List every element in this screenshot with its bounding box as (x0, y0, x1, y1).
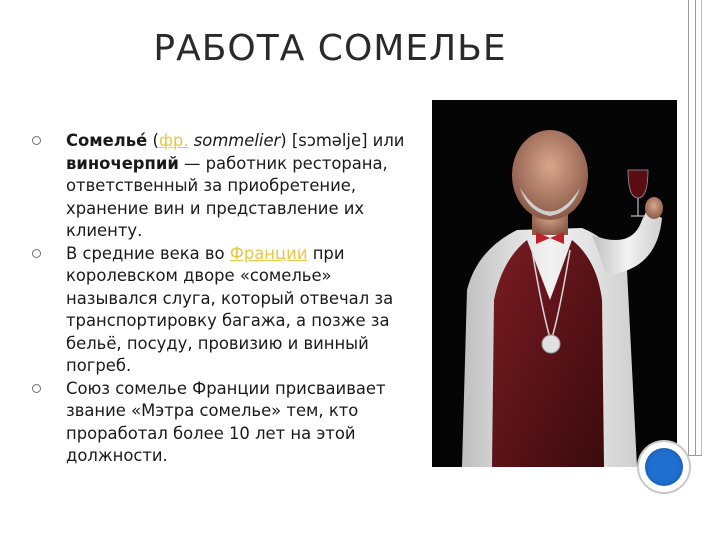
blue-circle-decoration-icon (645, 448, 683, 486)
bullet-item (24, 243, 424, 378)
term: Сомелье́ (66, 131, 148, 150)
text-after-link: при королевском дворе «сомелье» назывался слуга, который отвечал за транспортировку багажа, а позже за бельё, посуду, провизию и винный погреб. (66, 243, 394, 375)
sommelier-photo (432, 100, 677, 467)
or-text: или (367, 131, 405, 150)
synonym: виночерпий (66, 153, 179, 173)
slide-title: РАБОТА СОМЕЛЬЕ (153, 28, 507, 69)
definition-rest: — работник ресторана, ответственный за приобретение, хранение вин и представление их клиенту. (66, 153, 388, 240)
lang-abbr-link[interactable]: фр. (158, 131, 189, 150)
france-link[interactable]: Франции (229, 243, 308, 263)
bullet-list (24, 130, 424, 468)
sommelier-illustration (432, 100, 677, 467)
decorative-border-line (688, 0, 689, 455)
paren-open: ( (147, 131, 159, 150)
bullet-item (24, 378, 424, 468)
decorative-border-line (701, 0, 702, 455)
bullet-text: Союз сомелье Франции присваивает звание «Мэтра сомелье» тем, кто проработал более 10 лет на этой должности. (66, 378, 386, 465)
decorative-border-line (695, 0, 696, 455)
circle-bullet-icon (32, 136, 41, 145)
circle-bullet-icon (32, 249, 41, 258)
foreign-word: sommelier (193, 131, 281, 150)
text-before-link: В средние века во (66, 243, 230, 263)
transcription: ) [sɔməlje] (280, 131, 368, 150)
decorative-border-bottom (688, 455, 702, 456)
bullet-item (24, 130, 424, 243)
circle-bullet-icon (32, 384, 41, 393)
